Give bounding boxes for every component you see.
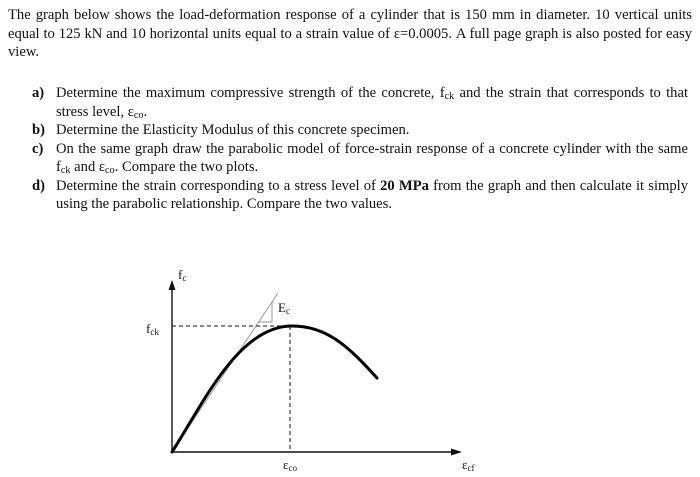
question-letter: b) bbox=[32, 122, 45, 138]
question-text-part: and ε bbox=[70, 159, 106, 175]
question-text-part: Determine the strain corresponding to a stress level of bbox=[56, 177, 381, 194]
initial-tangent-line bbox=[172, 293, 278, 452]
y-axis-label bbox=[178, 268, 186, 282]
failure-strain-label bbox=[462, 458, 475, 472]
label-text: ε bbox=[462, 457, 468, 472]
question-text-part: . Compare the two plots. bbox=[114, 159, 259, 175]
subscript: cf bbox=[467, 463, 475, 473]
question-letter: d) bbox=[32, 177, 45, 194]
y-axis-arrow bbox=[169, 280, 176, 290]
stress-strain-curve bbox=[172, 326, 377, 452]
subscript: ck bbox=[60, 165, 71, 176]
question-b bbox=[32, 121, 688, 140]
question-text-part: . bbox=[143, 103, 148, 120]
question-text-part: On the same graph draw the parabolic model of force-strain response of a concrete cylinder with the same f bbox=[56, 140, 688, 175]
question-text: Determine the Elasticity Modulus of this concrete specimen. bbox=[56, 122, 410, 138]
question-d bbox=[32, 177, 688, 214]
question-c bbox=[32, 140, 688, 177]
subscript: ck bbox=[444, 91, 455, 102]
question-letter: a) bbox=[32, 85, 45, 101]
question-letter: c) bbox=[32, 140, 44, 157]
label-text: ε bbox=[283, 457, 289, 472]
question-text-part: from the graph and then calculate it simply using the parabolic relationship. Compare the two values. bbox=[56, 177, 689, 212]
question-text bbox=[56, 140, 688, 177]
question-text bbox=[56, 177, 688, 214]
label-text: f bbox=[178, 267, 183, 282]
subscript: co bbox=[133, 109, 144, 121]
subscript: c bbox=[285, 306, 290, 316]
label-text: E bbox=[278, 300, 286, 315]
question-list bbox=[32, 84, 688, 214]
subscript: ck bbox=[150, 327, 159, 337]
question-text bbox=[56, 84, 688, 121]
question-text-part: Determine the maximum compressive strength of the concrete, f bbox=[56, 85, 445, 101]
modulus-label bbox=[278, 301, 290, 315]
stress-level-value: 20 MPa bbox=[380, 177, 429, 194]
question-text-part: and the strain that corresponds to that stress level, ε bbox=[56, 85, 688, 120]
peak-stress-label bbox=[146, 322, 159, 336]
subscript: co bbox=[288, 463, 298, 473]
subscript: c bbox=[182, 273, 187, 283]
problem-intro: The graph below shows the load-deformation response of a cylinder that is 150 mm in diameter. 10 vertical units equal to 125 kN and 10 horizontal units equal to a strain value of ε=0.0005. A full page graph is also posted for easy view. bbox=[8, 7, 692, 60]
label-text: f bbox=[146, 321, 151, 336]
peak-strain-label bbox=[283, 458, 297, 472]
subscript: co bbox=[105, 165, 115, 176]
modulus-triangle bbox=[258, 301, 272, 322]
question-a bbox=[32, 84, 688, 121]
x-axis-arrow bbox=[451, 449, 462, 456]
